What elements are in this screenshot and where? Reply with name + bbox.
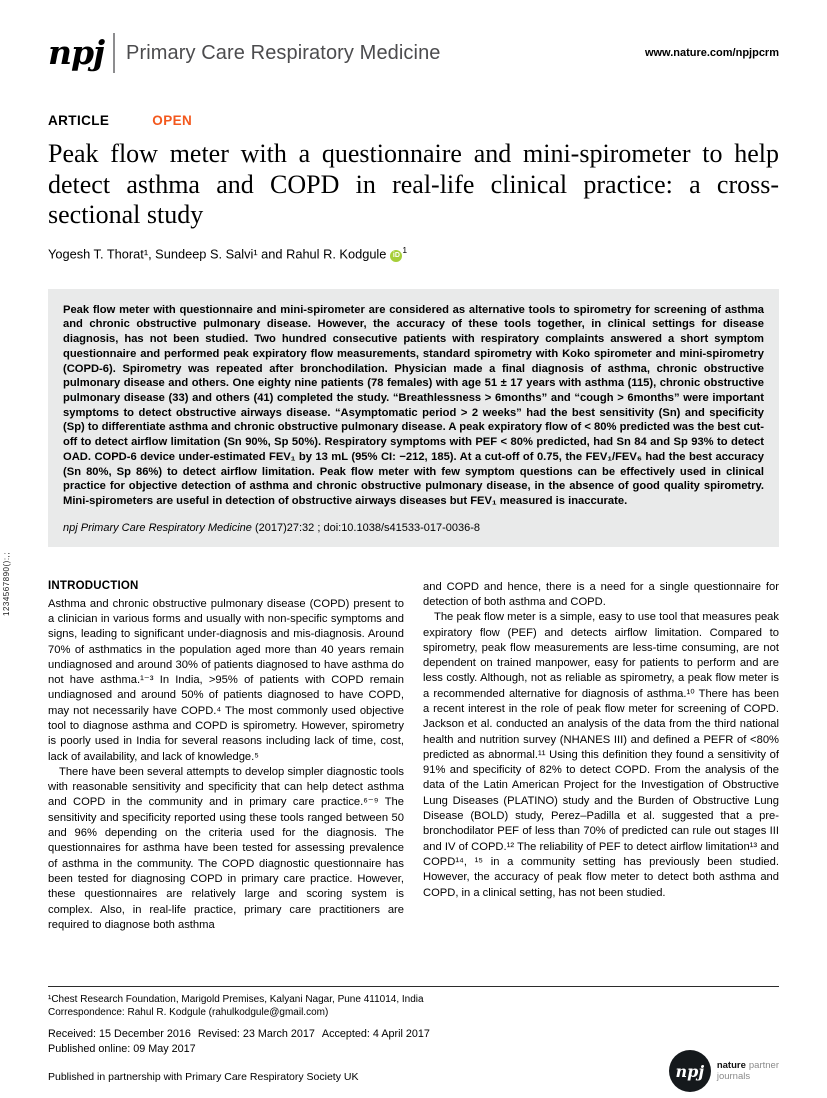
affiliation-note: ¹Chest Research Foundation, Marigold Premises, Kalyani Nagar, Pune 411014, India xyxy=(48,994,424,1005)
intro-paragraph-2: There have been several attempts to develop simpler diagnostic tools with reasonable sensitivity and specificity that can help detect asthma and COPD in the community and in primary care practice.⁶⁻⁹ The sensitivity and specificity reported using these tools ranged between 50 and 96% depending on the criteria used for the diagnosis. The questionnaires for asthma have been tested for assessing prevalence of asthma in the community. The COPD diagnostic questionnaire has been tested for diagnosing COPD in primary care practice. However, these questionnaires are relatively large and scoring system is complex. Also, in real-life practice, primary care practitioners are required to diagnose both asthma xyxy=(48,765,404,931)
journal-masthead xyxy=(48,30,779,76)
bottom-row xyxy=(48,1046,779,1092)
npj-logo-text: npj xyxy=(48,33,105,72)
revised-date: Revised: 23 March 2017 xyxy=(197,1028,315,1041)
badge-partner: partner xyxy=(748,1060,779,1071)
journal-name: Primary Care Respiratory Medicine xyxy=(126,41,441,64)
journal-url-link[interactable]: www.nature.com/npjpcrm xyxy=(644,47,779,59)
logo-divider xyxy=(113,33,115,73)
accepted-date: Accepted: 4 April 2017 xyxy=(321,1028,430,1041)
intro-paragraph-3: The peak flow meter is a simple, easy to use tool that measures peak expiratory flow (PEF) and detects airflow limitation. Compared to spirometry, peak flow measurements are less-time consuming, are not dependent on trained manpower, easy for patients to perform and are less costly. Although, not as reliable as spirometry, a peak flow meter is a recommended alternative for diagnosis of asthma.¹⁰ There has been a recent interest in the role of peak flow meter for screening of COPD. Jackson et al. conducted an analysis of the data from the third national health and nutrition survey (NHANES III) and defined a PEFR of <80% predicted as abnormal.¹¹ Using this definition they found a sensitivity of 91% and specificity of 82% to detect COPD. From the analysis of the data of the Latin American Project for the Investigation of Obstructive Lung Diseases (PLATINO) study and the Burden of Obstructive Lung Disease (BOLD) study, Perez–Padilla et al. suggested that a pre-bronchodilator PEF of less than 70% of predicted can rule out stages III and IV of COPD.¹² The reliability of PEF to detect airflow limitation¹³ and COPD¹⁴, ¹⁵ in a community setting has previously been studied. However, the accuracy of peak flow meter to detect both asthma and COPD, in a clinical setting, has not been studied. xyxy=(423,611,779,899)
right-column xyxy=(423,580,779,934)
section-heading-introduction: INTRODUCTION xyxy=(48,579,139,592)
author-affiliation-sup: 1 xyxy=(402,244,408,255)
left-column xyxy=(48,580,404,934)
article-title: Peak flow meter with a questionnaire and mini-spirometer to help detect asthma and COPD in real-life clinical practice: a cross-sectional study xyxy=(48,139,779,229)
citation-line xyxy=(63,522,764,534)
citation-doi: (2017)27:32 ; doi:10.1038/s41533-017-0036-8 xyxy=(251,521,481,534)
journal-logo xyxy=(48,33,441,73)
npj-badge-circle xyxy=(669,1050,711,1092)
npj-badge-text: npj xyxy=(675,1061,705,1081)
npj-badge-caption xyxy=(717,1060,779,1082)
intro-paragraph-1: Asthma and chronic obstructive pulmonary disease (COPD) present to a clinician in various forms and usually with non-specific symptoms and signs, leading to significant under-diagnosis and mis-diagnosis. Around 70% of asthmatics in the population aged more than 40 years remain undiagnosed and around 30% of patients diagnosed to have asthma do not have asthma.¹⁻³ In India, >95% of patients with COPD remain undiagnosed and around 50% of patients diagnosed to have COPD, may not necessarily have COPD.⁴ The most commonly used objective tool to diagnose asthma and COPD is spirometry. However, spirometry is poorly used in India for several reasons including lack of time, cost, lack of availability, and lack of knowledge.⁵ xyxy=(48,597,404,763)
article-type-label: ARTICLE xyxy=(48,113,110,128)
footnotes-block xyxy=(48,986,779,1055)
badge-nature: nature xyxy=(716,1060,746,1071)
badge-journals: journals xyxy=(716,1071,751,1082)
citation-journal: npj Primary Care Respiratory Medicine xyxy=(63,521,252,534)
history-dates xyxy=(48,1028,779,1040)
orcid-icon[interactable]: iD xyxy=(390,250,402,262)
author-names: Yogesh T. Thorat¹, Sundeep S. Salvi¹ and Rahul R. Kodgule xyxy=(48,245,387,261)
abstract-box xyxy=(48,289,779,547)
abstract-text: Peak flow meter with questionnaire and mini-spirometer are considered as alternative tools to spirometry for screening of asthma and chronic obstructive pulmonary disease. However, the accuracy of these tools together, in clinical settings for disease diagnosis, has not been studied. Two hundred consecutive patients with respiratory complaints answered a short symptom questionnaire and performed peak expiratory flow measurements, standard spirometry with Koko spirometer and mini-spirometry (COPD-6). Spirometry was repeated after bronchodilation. Physician made a final diagnosis of asthma, chronic obstructive pulmonary disease and others. One eighty nine patients (78 females) with age 51 ± 17 years with asthma (115), chronic obstructive pulmonary disease (33) and others (41) completed the study. “Breathlessness > 6months” and “cough > 6months” were important symptoms to detect obstructive airways disease. “Asymptomatic period > 2 weeks” had the best sensitivity (Sn) and specificity (Sp) to differentiate asthma and chronic obstructive pulmonary disease. A peak expiratory flow of < 80% predicted was the best cut-off to detect airflow limitation (Sn 90%, Sp 50%). Respiratory symptoms with PEF < 80% predicted, had Sn 84 and Sp 93% to detect OAD. COPD-6 device under-estimated FEV₁ by 13 mL (95% CI: −212, 185). At a cut-off of 0.75, the FEV₁/FEV₆ had the best accuracy (Sn 80%, Sp 86%) to detect airflow limitation. Peak flow meter with few symptom questions can be effectively used in clinical practice for objective detection of asthma and chronic obstructive pulmonary disease, in the absence of good quality spirometry. Mini-spirometers are useful in detection of obstructive airways diseases but FEV₁ measured is inaccurate. xyxy=(63,303,764,507)
correspondence-note: Correspondence: Rahul R. Kodgule (rahulkodgule@gmail.com) xyxy=(48,1006,329,1018)
body-columns xyxy=(48,580,779,934)
published-online-date: Published online: 09 May 2017 xyxy=(48,1043,196,1056)
print-watermark: 1234567890():,; xyxy=(2,552,11,616)
received-date: Received: 15 December 2016 xyxy=(48,1028,191,1041)
open-access-label: OPEN xyxy=(152,113,193,128)
npj-partner-journals-logo xyxy=(669,1050,779,1092)
article-meta-row xyxy=(48,113,779,128)
badge-line-1 xyxy=(717,1060,779,1071)
intro-paragraph-2-continued: and COPD and hence, there is a need for a single questionnaire for detection of both asthma and COPD. xyxy=(423,580,779,608)
partnership-note: Published in partnership with Primary Care Respiratory Society UK xyxy=(48,1071,359,1083)
footnote-divider xyxy=(48,986,779,987)
author-line xyxy=(48,245,779,262)
